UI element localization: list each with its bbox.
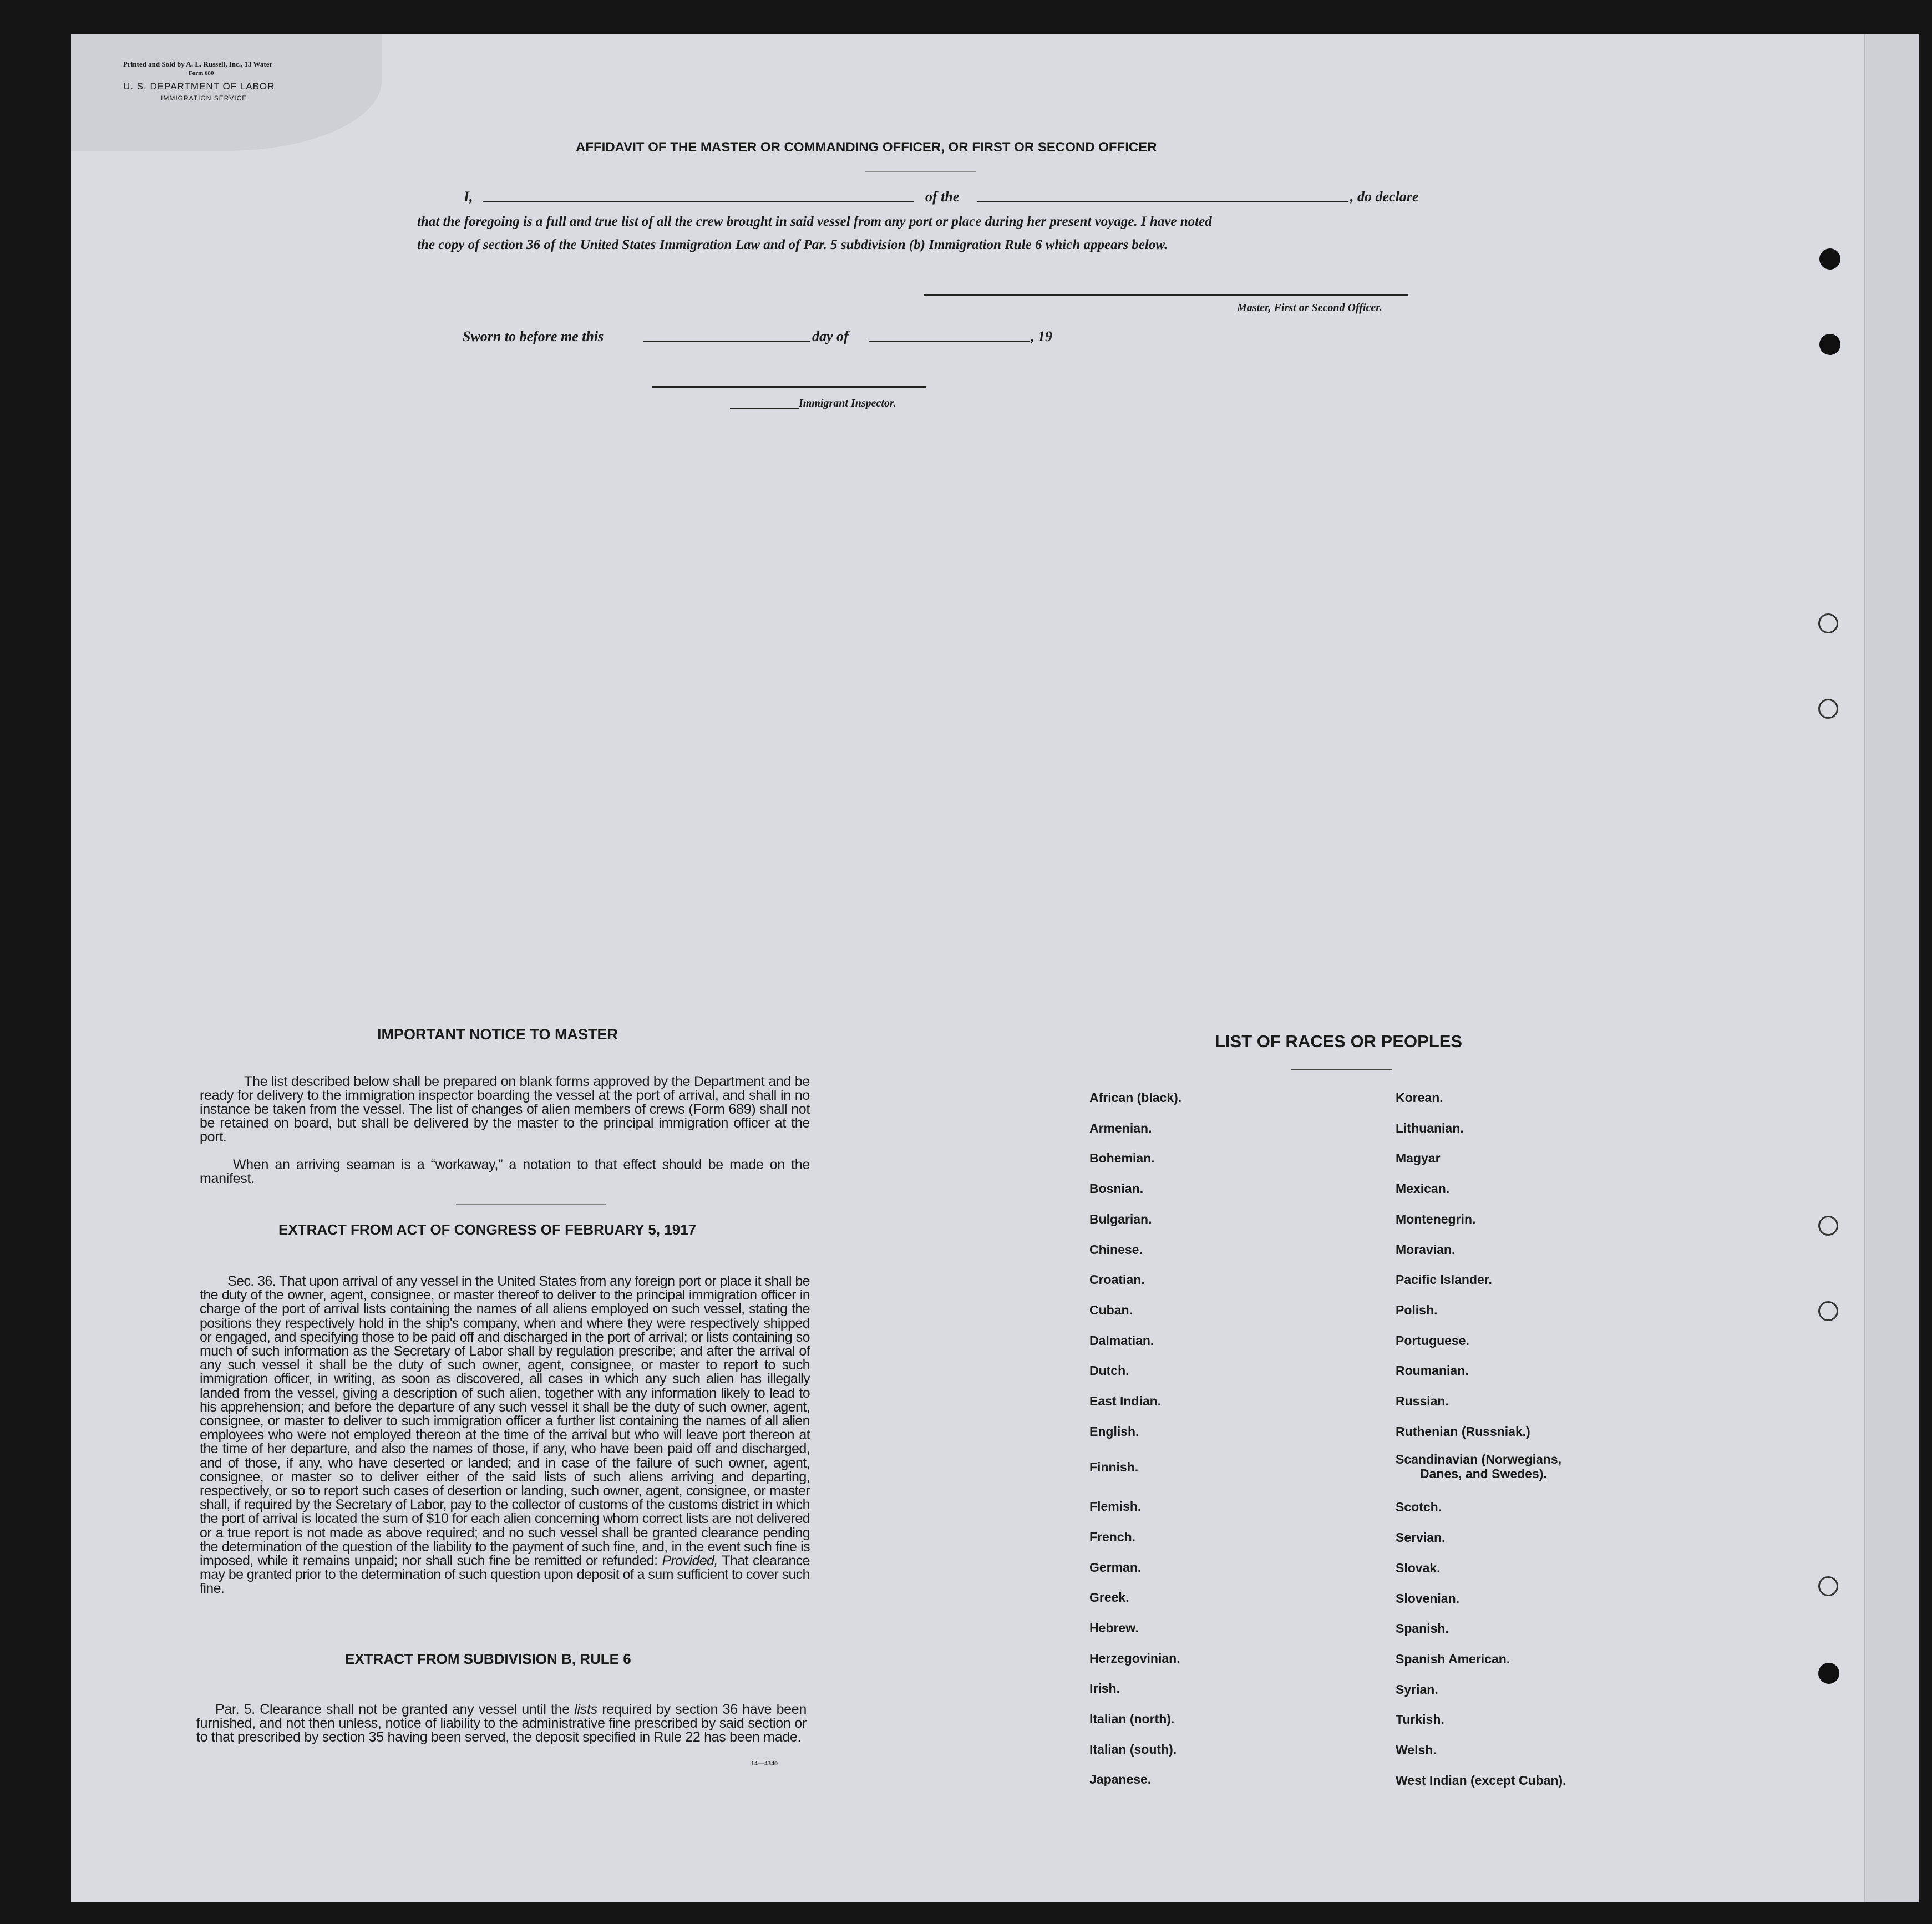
- inspector-caption: Immigrant Inspector.: [799, 397, 896, 409]
- underlying-sheet-edge: [1864, 34, 1919, 1902]
- binder-hole-8: [1818, 1663, 1839, 1684]
- affidavit-do-declare-label: , do declare: [1350, 189, 1419, 205]
- race-item: Armenian.: [1089, 1120, 1152, 1135]
- inspector-signature-line: [652, 386, 926, 388]
- master-signature-caption: Master, First or Second Officer.: [1237, 302, 1382, 314]
- race-item: Bosnian.: [1089, 1181, 1144, 1196]
- race-item: Hebrew.: [1089, 1620, 1139, 1635]
- race-item: Chinese.: [1089, 1242, 1143, 1257]
- sworn-month-blank-line: [869, 341, 1030, 342]
- inspector-blank-line: [730, 408, 799, 409]
- notice-paragraph-2: When an arriving seaman is a “workaway,” a notation to that effect should be made on the manifest.: [200, 1157, 810, 1186]
- race-item: Polish.: [1396, 1302, 1438, 1317]
- race-item: Dalmatian.: [1089, 1333, 1154, 1348]
- race-item: Finnish.: [1089, 1460, 1139, 1475]
- race-item: Korean.: [1396, 1090, 1443, 1105]
- race-item: Spanish.: [1396, 1621, 1449, 1636]
- act-section-text: That upon arrival of any vessel in the United States from any foreign port or place it shall be the duty of the owner, agent, consignee, or master thereof to deliver to the principal immigration officer in charge of the port of arrival lists containing the names of all aliens employed on such vessel, stating the positions they respectively hold in the ship's company, when and where they were respectively shipped or engaged, and specifying those to be paid off and discharged in the port of arrival; or lists containing so much of such information as the Secretary of Labor shall by regulation prescribe; and after the arrival of any such vessel it shall be the duty of such owner, agent, consignee, or master to report to such immigration officer, in writing, as soon as discovered, all cases in which any such alien has illegally landed from the vessel, giving a description of such alien, together with any information likely to lead to his apprehension; and before the departure of any such vessel it shall be the duty of such owner, agent, consignee, or master to deliver to such immigration officer a further list containing the names of all alien employees who were not employed thereon at the time of the arrival but who will leave port thereon at the time of her departure, and also the names of those, if any, who have been paid off and discharged, and of those, if any, who have deserted or landed; and in case of the failure of such owner, agent, consignee, or master so to deliver either of the said lists of such aliens arriving and departing, respectively, or so to report such cases of desertion or landing, such owner, agent, consignee, or master shall, if required by the Secretary of Labor, pay to the collector of customs of the customs district in which the port of arrival is located the sum of $10 for each alien concerning whom correct lists are not delivered or a true report is not made as above required; and no such vessel shall be granted clearance pending the determination of the question of the liability to the payment of such fine, and, in the event such fine is imposed, while it remains unpaid; nor shall such fine be remitted or refunded:: [200, 1273, 810, 1569]
- race-item: Greek.: [1089, 1590, 1129, 1605]
- race-item: Mexican.: [1396, 1181, 1450, 1196]
- race-item: Syrian.: [1396, 1682, 1438, 1697]
- notice-divider: [456, 1204, 606, 1205]
- race-item: Dutch.: [1089, 1363, 1129, 1378]
- races-title: LIST OF RACES OR PEOPLES: [1215, 1032, 1463, 1051]
- race-item: German.: [1089, 1560, 1142, 1575]
- race-item: Spanish American.: [1396, 1651, 1510, 1666]
- race-item: Italian (north).: [1089, 1712, 1175, 1727]
- act-provided-word: Provided,: [662, 1553, 718, 1569]
- binder-hole-1: [1819, 248, 1840, 270]
- affidavit-body-line-2: the copy of section 36 of the United States Immigration Law and of Par. 5 subdivision (b) Immigration Rule 6 which appears below.: [417, 237, 1168, 252]
- race-item: Russian.: [1396, 1394, 1449, 1409]
- form-sheet: [71, 34, 1895, 1902]
- form-number: Form 680: [189, 70, 214, 77]
- race-item: Scotch.: [1396, 1500, 1442, 1515]
- act-extract-title: EXTRACT FROM ACT OF CONGRESS OF FEBRUARY 5, 1917: [278, 1221, 697, 1238]
- race-item: Flemish.: [1089, 1499, 1142, 1514]
- race-item: Scandinavian (Norwegians,: [1396, 1452, 1562, 1467]
- race-item: Croatian.: [1089, 1272, 1145, 1287]
- affidavit-title: AFFIDAVIT OF THE MASTER OR COMMANDING OFFICER, OR FIRST OR SECOND OFFICER: [576, 140, 1157, 155]
- binder-hole-3: [1818, 613, 1838, 633]
- race-item: Bulgarian.: [1089, 1211, 1152, 1226]
- print-code: 14—4340: [751, 1759, 778, 1767]
- act-section-label: Sec. 36.: [227, 1273, 276, 1289]
- binder-hole-5: [1818, 1216, 1838, 1236]
- race-item: Italian (south).: [1089, 1742, 1177, 1757]
- race-item: English.: [1089, 1424, 1139, 1439]
- binder-hole-2: [1819, 334, 1840, 355]
- race-item: Slovak.: [1396, 1560, 1441, 1575]
- notice-paragraph-1: The list described below shall be prepared on blank forms approved by the Department and be ready for delivery to the immigration inspector boarding the vessel at the port of arrival, and shall in no instance be taken from the vessel. The list of changes of alien members of crews (Form 689) shall not be retained on board, but shall be delivered by the master to the principal immigration officer at the port.: [200, 1074, 810, 1145]
- sworn-day-label: day of: [812, 328, 849, 344]
- affidavit-i-label: I,: [464, 189, 473, 205]
- rule-text-b: required by section 36 have been furnished, and not then unless, notice of liability to the administrative fine prescribed by said section or to that prescribed by section 35 having been served, the deposit specified in Rule 22 has been made.: [196, 1702, 807, 1745]
- vessel-blank-line: [977, 201, 1348, 202]
- race-item: Servian.: [1396, 1530, 1446, 1545]
- races-title-underline: [1291, 1069, 1392, 1070]
- affidavit-of-the-label: of the: [925, 189, 960, 205]
- sworn-label: Sworn to before me this: [463, 328, 604, 344]
- race-item: Slovenian.: [1396, 1591, 1460, 1606]
- race-item: East Indian.: [1089, 1394, 1162, 1409]
- sworn-year-label: , 19: [1031, 328, 1052, 344]
- race-item: Magyar: [1396, 1151, 1441, 1166]
- race-item: French.: [1089, 1529, 1136, 1544]
- race-item: Danes, and Swedes).: [1420, 1466, 1547, 1481]
- rule-text-a: Par. 5. Clearance shall not be granted any vessel until the: [215, 1702, 570, 1717]
- race-item: Turkish.: [1396, 1712, 1444, 1727]
- master-signature-line: [924, 294, 1408, 296]
- race-item: Roumanian.: [1396, 1363, 1469, 1378]
- race-item: Herzegovinian.: [1089, 1651, 1180, 1666]
- race-item: Japanese.: [1089, 1772, 1152, 1787]
- race-item: Cuban.: [1089, 1302, 1133, 1317]
- rule-extract-title: EXTRACT FROM SUBDIVISION B, RULE 6: [345, 1651, 631, 1667]
- race-item: Welsh.: [1396, 1743, 1437, 1758]
- affidavit-title-underline: [865, 171, 976, 172]
- race-item: Lithuanian.: [1396, 1120, 1464, 1135]
- race-item: Irish.: [1089, 1681, 1120, 1696]
- binder-hole-7: [1818, 1576, 1838, 1596]
- notice-title: IMPORTANT NOTICE TO MASTER: [377, 1026, 618, 1043]
- race-item: Pacific Islander.: [1396, 1272, 1492, 1287]
- races-right-column: [1396, 1083, 1566, 1795]
- races-left-column: [1089, 1083, 1181, 1795]
- sworn-day-blank-line: [643, 341, 810, 342]
- binder-hole-6: [1818, 1301, 1838, 1321]
- binder-hole-4: [1818, 699, 1838, 719]
- rule-lists-word: lists: [574, 1702, 597, 1717]
- race-item: Moravian.: [1396, 1242, 1456, 1257]
- race-item: Montenegrin.: [1396, 1211, 1476, 1226]
- race-item: Portuguese.: [1396, 1333, 1469, 1348]
- race-item: West Indian (except Cuban).: [1396, 1773, 1566, 1788]
- rule-extract-body: [196, 1703, 807, 1744]
- printer-line: Printed and Sold by A. L. Russell, Inc., 13 Water: [123, 60, 273, 68]
- act-extract-body: [200, 1275, 810, 1596]
- race-item: Ruthenian (Russniak.): [1396, 1424, 1530, 1439]
- race-item: African (black).: [1089, 1090, 1182, 1105]
- name-blank-line: [483, 201, 914, 202]
- affidavit-body-line-1: that the foregoing is a full and true list of all the crew brought in said vessel from any port or place during her present voyage. I have noted: [417, 214, 1212, 229]
- service-label: IMMIGRATION SERVICE: [161, 94, 247, 102]
- department-label: U. S. DEPARTMENT OF LABOR: [123, 81, 275, 92]
- race-item: Bohemian.: [1089, 1151, 1155, 1166]
- act-section-text-end: That clearance may be granted prior to the determination of such question upon deposit of a sum sufficient to cover such fine.: [200, 1553, 810, 1597]
